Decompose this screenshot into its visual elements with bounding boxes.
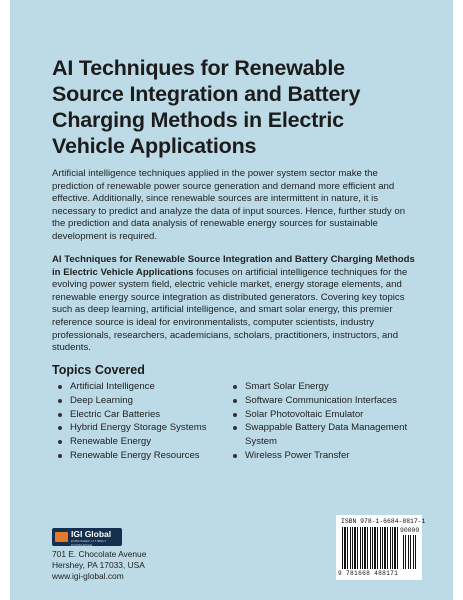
description-paragraph-2 [52, 254, 417, 355]
list-item [58, 435, 238, 449]
topic-label: Smart Solar Energy [245, 381, 329, 392]
topic-label: Swappable Battery Data Management System [245, 422, 408, 448]
topic-label: Renewable Energy Resources [70, 449, 200, 461]
publisher-logo [52, 528, 122, 546]
topic-label: Solar Photovoltaic Emulator [245, 408, 364, 420]
list-item [233, 408, 433, 422]
bullet-icon [58, 385, 62, 389]
topic-label: Deep Learning [70, 394, 133, 406]
list-item [58, 380, 238, 394]
description-paragraph-1: Artificial intelligence techniques applied in the power system sector make the prediction of renewable power source generation and demand more efficient and effective. Additionally, since renewable sources are intermittent in nature, it is necessary to predict and analyze the data of input sources. Hence, further study on the prediction and data analysis of renewable energy sources for sustainable development is required. [52, 168, 406, 242]
bullet-icon [233, 385, 237, 389]
ean-number: 9 781668 488171 [338, 570, 399, 577]
bullet-icon [233, 426, 237, 430]
logo-mark-icon [55, 532, 68, 542]
topic-label: Wireless Power Transfer [245, 449, 350, 461]
bullet-icon [233, 399, 237, 403]
bullet-icon [58, 413, 62, 417]
topics-list-right [233, 380, 433, 463]
publisher-address [52, 549, 146, 582]
isbn-label: ISBN 978-1-6684-8817-1 [341, 518, 426, 525]
list-item [58, 394, 238, 408]
address-line-1: 701 E. Chocolate Avenue [52, 549, 147, 559]
book-title-inline: AI Techniques for Renewable Source Integration and Battery Charging Methods in Electric Vehicle Applications [52, 254, 415, 278]
topic-label: Hybrid Energy Storage Systems [70, 422, 207, 434]
publisher-website: www.igi-global.com [52, 571, 124, 581]
topic-label: Artificial Intelligence [70, 381, 155, 392]
bullet-icon [233, 413, 237, 417]
barcode [336, 515, 426, 580]
address-line-2: Hershey, PA 17033, USA [52, 560, 145, 570]
list-item [233, 421, 433, 449]
bullet-icon [58, 454, 62, 458]
bullet-icon [58, 399, 62, 403]
topic-label: Electric Car Batteries [70, 408, 161, 420]
book-title: AI Techniques for Renewable Source Integration and Battery Charging Methods in Electric Vehicle Applications [52, 56, 361, 158]
logo-tagline: PUBLISHER of TIMELY KNOWLEDGE [71, 539, 107, 547]
topics-list-left [58, 380, 238, 463]
list-item [233, 380, 433, 394]
barcode-addon-bars-icon [403, 535, 418, 569]
list-item [233, 449, 433, 463]
description-paragraph-2-text: focuses on artificial intelligence techniques for the evolving power system field, electric vehicle market, energy storage elements, and renewable energy source integration as distributed generators. Covering key topics such as deep learning, artificial intelligence, and smart solar energy, this premier reference source is ideal for environmentalists, computer scientists, industry professionals, researchers, academicians, scholars, practitioners, instructors, and students. [52, 266, 408, 354]
bullet-icon [58, 440, 62, 444]
topics-heading: Topics Covered [52, 363, 145, 377]
list-item [58, 449, 238, 463]
barcode-bars-icon [342, 527, 400, 569]
barcode-addon-number: 90000 [400, 527, 420, 534]
bullet-icon [58, 426, 62, 430]
list-item [58, 421, 238, 435]
list-item [58, 408, 238, 422]
logo-text: IGI Global [71, 529, 112, 539]
list-item [233, 394, 433, 408]
bullet-icon [233, 454, 237, 458]
topic-label: Renewable Energy [70, 436, 152, 448]
topic-label: Software Communication Interfaces [245, 394, 397, 406]
